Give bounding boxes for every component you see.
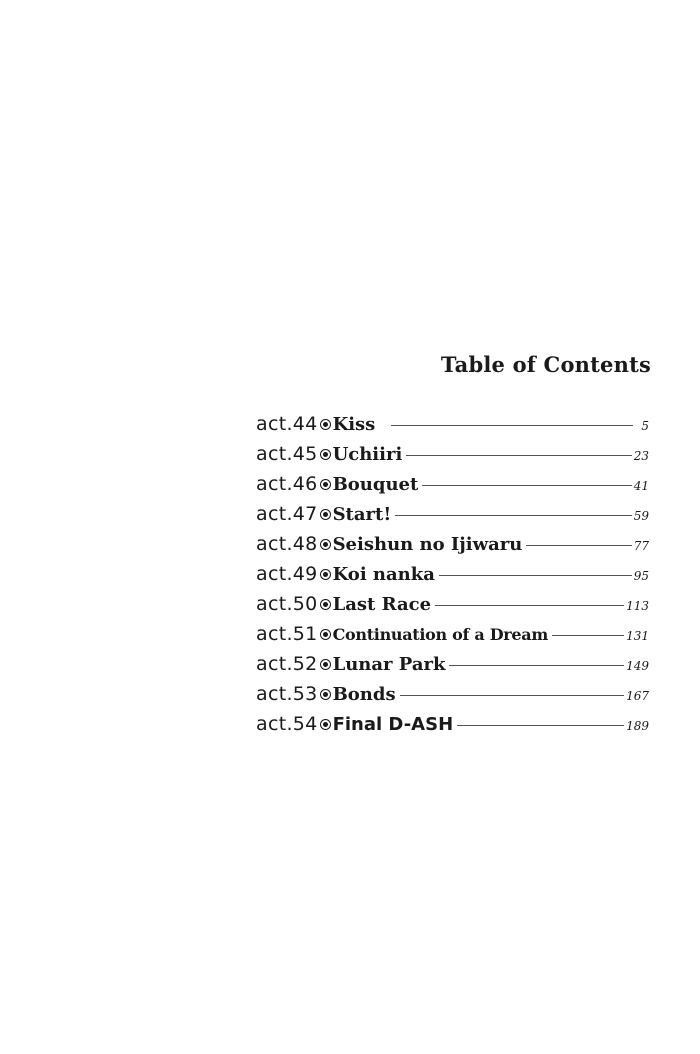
chapter-title: Bonds bbox=[332, 683, 396, 705]
chapter-title: Koi nanka bbox=[332, 563, 435, 585]
leader-line bbox=[391, 425, 633, 426]
leader-line bbox=[395, 515, 631, 516]
bullet-icon bbox=[320, 509, 331, 520]
toc-entry-46[interactable] bbox=[256, 469, 649, 499]
toc-title: Table of Contents bbox=[440, 352, 651, 377]
act-number: act.48 bbox=[256, 533, 318, 555]
page-number: 95 bbox=[633, 569, 649, 583]
toc-entry-51[interactable] bbox=[256, 619, 649, 649]
page-number: 59 bbox=[633, 509, 649, 523]
bullet-icon bbox=[320, 629, 331, 640]
page-number: 189 bbox=[626, 719, 649, 733]
act-number: act.54 bbox=[256, 713, 318, 735]
page-number: 113 bbox=[626, 599, 649, 613]
leader-line bbox=[457, 725, 624, 726]
chapter-title: Final D-ASH bbox=[332, 713, 454, 735]
leader-line bbox=[406, 455, 631, 456]
bullet-icon bbox=[320, 689, 331, 700]
leader-line bbox=[400, 695, 625, 696]
toc-entry-49[interactable] bbox=[256, 559, 649, 589]
chapter-title: Continuation of a Dream bbox=[332, 624, 548, 644]
toc-entry-50[interactable] bbox=[256, 589, 649, 619]
bullet-icon bbox=[320, 569, 331, 580]
act-number: act.44 bbox=[256, 413, 318, 435]
toc-entry-44[interactable] bbox=[256, 409, 649, 439]
act-number: act.49 bbox=[256, 563, 318, 585]
bullet-icon bbox=[320, 419, 331, 430]
toc-list bbox=[256, 409, 649, 739]
bullet-icon bbox=[320, 449, 331, 460]
act-number: act.53 bbox=[256, 683, 318, 705]
chapter-title: Bouquet bbox=[332, 473, 419, 495]
page-number: 23 bbox=[633, 449, 649, 463]
leader-line bbox=[422, 485, 631, 486]
toc-entry-52[interactable] bbox=[256, 649, 649, 679]
act-number: act.52 bbox=[256, 653, 318, 675]
page-number: 41 bbox=[633, 479, 649, 493]
act-number: act.50 bbox=[256, 593, 318, 615]
page-number: 131 bbox=[626, 629, 649, 643]
bullet-icon bbox=[320, 719, 331, 730]
leader-line bbox=[435, 605, 624, 606]
toc-entry-54[interactable] bbox=[256, 709, 649, 739]
toc-entry-47[interactable] bbox=[256, 499, 649, 529]
toc-entry-45[interactable] bbox=[256, 439, 649, 469]
bullet-icon bbox=[320, 659, 331, 670]
page-number: 149 bbox=[626, 659, 649, 673]
leader-line bbox=[526, 545, 631, 546]
leader-line bbox=[439, 575, 632, 576]
page-number: 77 bbox=[633, 539, 649, 553]
chapter-title: Seishun no Ijiwaru bbox=[332, 533, 523, 555]
act-number: act.47 bbox=[256, 503, 318, 525]
bullet-icon bbox=[320, 479, 331, 490]
act-number: act.51 bbox=[256, 623, 318, 645]
leader-line bbox=[449, 665, 624, 666]
chapter-title: Lunar Park bbox=[332, 653, 446, 675]
chapter-title: Start! bbox=[332, 503, 392, 525]
chapter-title: Uchiiri bbox=[332, 443, 403, 465]
act-number: act.46 bbox=[256, 473, 318, 495]
chapter-title: Last Race bbox=[332, 593, 432, 615]
act-number: act.45 bbox=[256, 443, 318, 465]
leader-line bbox=[552, 635, 624, 636]
page-number: 167 bbox=[626, 689, 649, 703]
chapter-title: Kiss bbox=[332, 413, 376, 435]
bullet-icon bbox=[320, 539, 331, 550]
page-number: 5 bbox=[641, 419, 649, 433]
toc-entry-48[interactable] bbox=[256, 529, 649, 559]
toc-entry-53[interactable] bbox=[256, 679, 649, 709]
bullet-icon bbox=[320, 599, 331, 610]
